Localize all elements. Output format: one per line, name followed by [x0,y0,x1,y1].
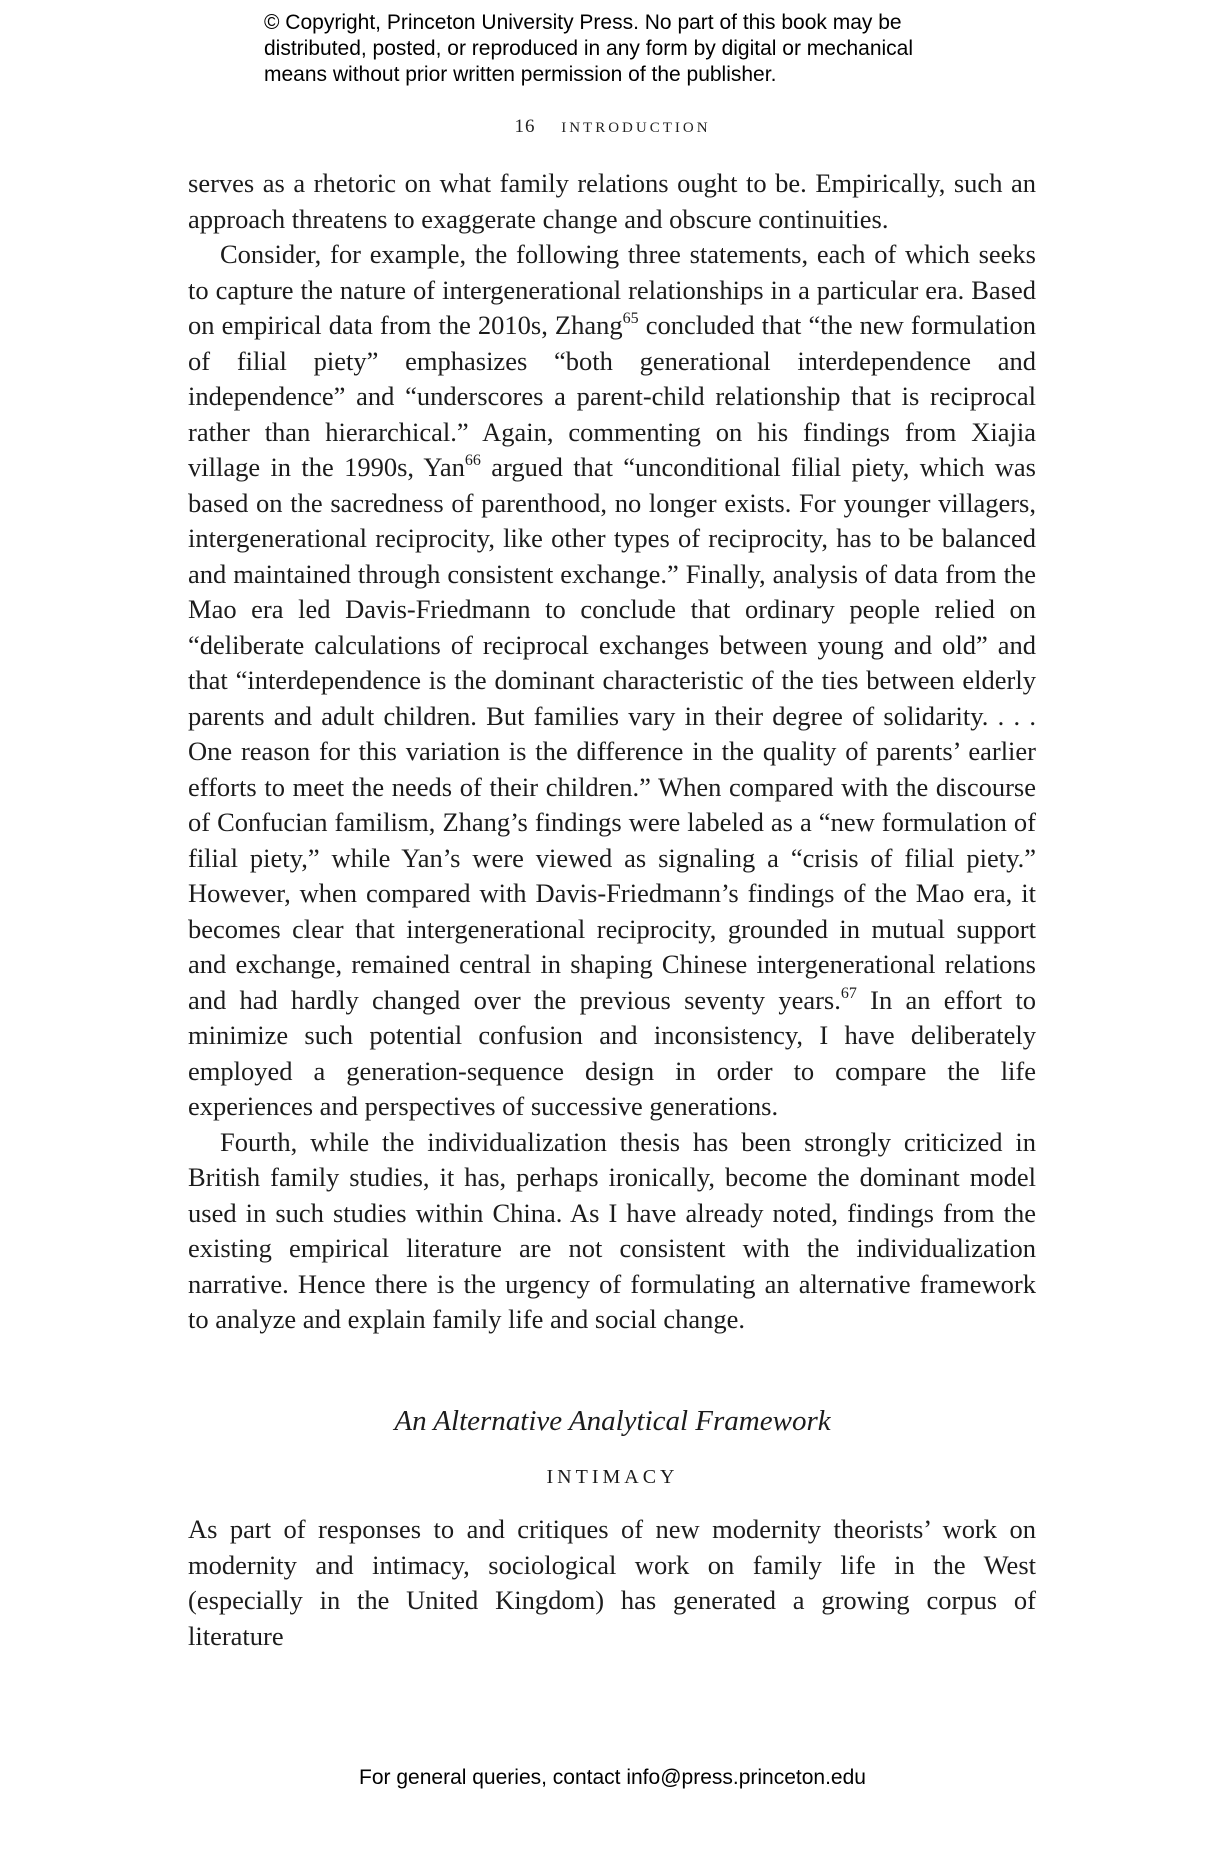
body-text [188,166,1036,1338]
copyright-line: © Copyright, Princeton University Press. No part of this book may be [264,11,902,34]
paragraph-text: concluded that “the new formulation of filial piety” emphasizes “both generational interdependence and independence” and “underscores a parent-child relationship that is reciprocal rather than hierarchical.” Again, commenting on his findings from Xiajia village in the 1990s, Yan [188,310,1036,482]
running-head [0,113,1225,138]
copyright-line: distributed, posted, or reproduced in any form by digital or mechanical [264,37,914,60]
footer-contact: For general queries, contact info@press.princeton.edu [359,1766,866,1789]
paragraph [188,237,1036,1125]
copyright-line: means without prior written permission of the publisher. [264,63,777,86]
paragraph-text: Consider, for example, the following three statements, each of which seeks to capture the nature of intergenerational relationships in a particular era. Based on empirical data from the 2010s, Zhang [188,239,1036,340]
running-head-title: introduction [561,113,711,137]
paragraph: As part of responses to and critiques of new modernity theorists’ work on modernity and intimacy, sociological work on family life in the West (especially in the United Kingdom) has generated a growing corpus of literature [188,1514,1036,1651]
section-heading: An Alternative Analytical Framework [394,1405,831,1437]
subsection-heading: INTIMACY [546,1466,679,1488]
footnote-ref[interactable]: 65 [622,310,639,327]
paragraph: Fourth, while the individualization thesis has been strongly criticized in British family studies, it has, perhaps ironically, become the dominant model used in such studies within China. As I have already noted, findings from the existing empirical literature are not consistent with the individualization narrative. Hence there is the urgency of formulating an alternative framework to analyze and explain family life and social change. [188,1126,1036,1334]
footnote-ref[interactable]: 67 [840,984,857,1002]
page-number: 16 [514,116,536,137]
paragraph: serves as a rhetoric on what family relations ought to be. Empirically, such an approach threatens to exaggerate change and obscure continuities. [188,168,1036,234]
copyright-notice [264,10,1024,88]
body-text [188,1512,1036,1654]
paragraph-text: In an effort to minimize such potential confusion and inconsistency, I have deliberately employed a generation-sequence design in order to compare the life experiences and perspectives of successive generations. [188,984,1036,1121]
footnote-ref[interactable]: 66 [464,452,481,469]
paragraph-text: argued that “unconditional filial piety, which was based on the sacredness of parenthood, no longer exists. For younger villagers, intergenerational reciprocity, like other types of reciprocity, has to be balanced and maintained through consistent exchange.” Finally, analysis of data from the Mao era led Davis-Friedmann to conclude that ordinary people relied on “deliberate calculations of reciprocal exchanges between young and old” and that “interdependence is the dominant characteristic of the ties between elderly parents and adult children. But families vary in their degree of solidarity. . . . One reason for this variation is the difference in the quality of parents’ earlier efforts to meet the needs of their children.” When compared with the discourse of Confucian familism, Zhang’s findings were labeled as a “new formulation of filial piety,” while Yan’s were viewed as signaling a “crisis of filial piety.” However, when compared with Davis-Friedmann’s findings of the Mao era, it becomes clear that intergenerational reciprocity, grounded in mutual support and exchange, remained central in shaping Chinese intergenerational relations and had hardly changed over the previous seventy years. [188,452,1036,1015]
